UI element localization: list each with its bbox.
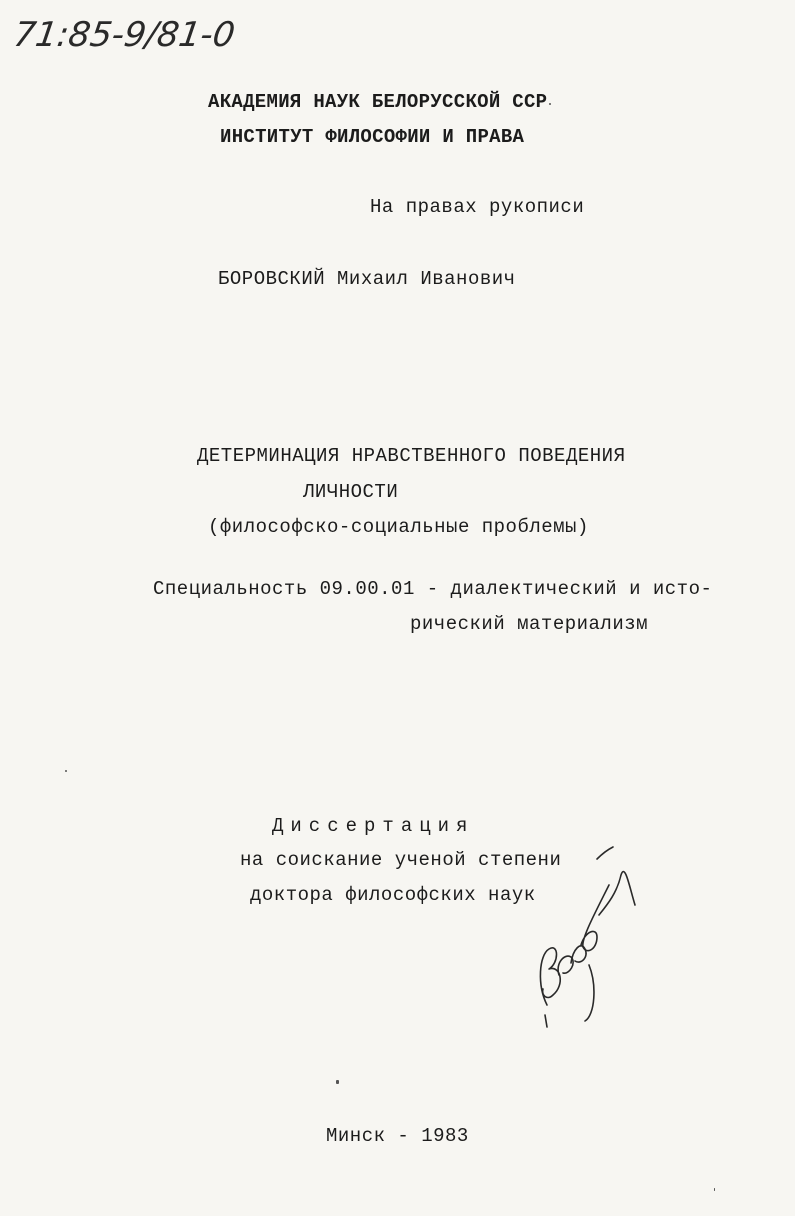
paper-speck (65, 770, 67, 772)
dissertation-field-line: доктора философских наук (250, 884, 536, 906)
author-name: БОРОВСКИЙ Михаил Иванович (218, 268, 516, 290)
manuscript-note: На правах рукописи (370, 196, 585, 218)
paper-speck (336, 1080, 339, 1084)
paper-speck (714, 1188, 715, 1191)
place-and-year: Минск - 1983 (326, 1125, 469, 1147)
dissertation-heading: Диссертация (272, 815, 475, 837)
specialty-line-2: рический материализм (410, 613, 649, 635)
dissertation-degree-line: на соискание ученой степени (240, 849, 562, 871)
author-signature (525, 845, 640, 1030)
institute-name: ИНСТИТУТ ФИЛОСОФИИ И ПРАВА (220, 126, 525, 148)
specialty-line-1: Специальность 09.00.01 - диалектический и исто- (153, 578, 713, 600)
archive-code: 71:85-9/81-0 (11, 15, 238, 55)
title-subtitle: (философско-социальные проблемы) (208, 516, 589, 538)
title-line-2: ЛИЧНОСТИ (303, 481, 399, 503)
title-line-1: ДЕТЕРМИНАЦИЯ НРАВСТВЕННОГО ПОВЕДЕНИЯ (197, 445, 626, 467)
organization-name: АКАДЕМИЯ НАУК БЕЛОРУССКОЙ ССР (208, 91, 548, 113)
paper-speck (549, 103, 551, 105)
